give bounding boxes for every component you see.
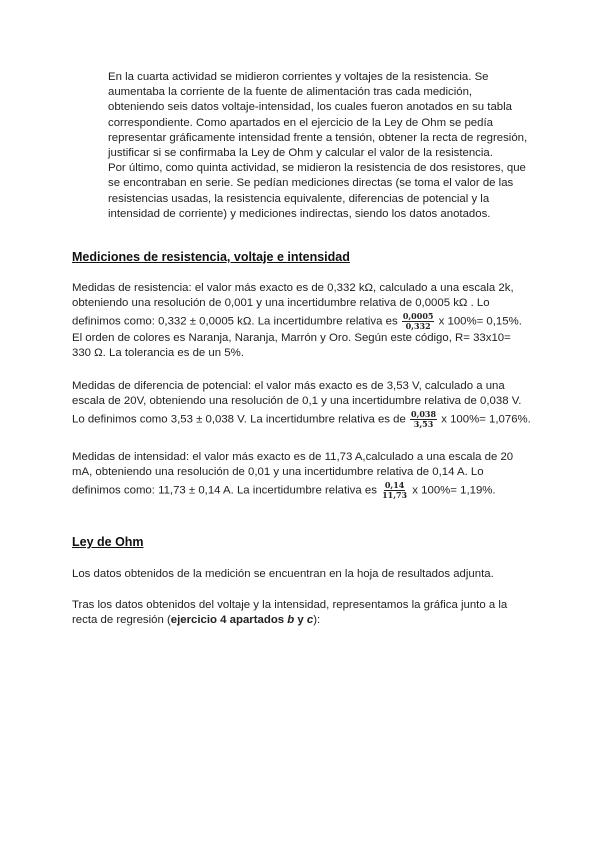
- resistance-text-b: x 100%= 0,15%. El orden de colores es Naranja, Naranja, Marrón y Oro. Según este código, R= 33x10= 330 Ω. La tolerancia es de un 5%.: [72, 315, 522, 360]
- intro-block: [108, 70, 528, 222]
- resistance-frac-den: 0,332: [405, 320, 431, 331]
- resistance-frac-num: 0,0005: [402, 310, 434, 321]
- current-frac-num: 0,14: [384, 479, 405, 490]
- ohm-p2-text-a: Tras los datos obtenidos del voltaje y la intensidad, representamos la gráfica junto a la recta de regresión (: [72, 599, 508, 627]
- resistance-paragraph: [72, 281, 532, 362]
- ohm-paragraph-2: [72, 598, 532, 629]
- current-text-b: x 100%= 1,19%.: [412, 484, 496, 497]
- voltage-paragraph: [72, 379, 532, 429]
- ohm-p2-b: b: [287, 614, 295, 627]
- section-title-measurements: Mediciones de resistencia, voltaje e intensidad: [72, 250, 350, 264]
- ohm-paragraph-1: Los datos obtenidos de la medición se encuentran en la hoja de resultados adjunta.: [72, 568, 494, 580]
- intro-paragraph-1: En la cuarta actividad se midieron corrientes y voltajes de la resistencia. Se aumentaba la corriente de la fuente de alimentación tras cada medición, obteniendo seis datos voltaje-intensidad, los cuales fueron anotados en su tabla correspondiente. Como apartados en el ejercicio de la Ley de Ohm se pedía representar gráficamente intensidad frente a tensión, obtener la recta de regresión, justificar si se confirmaba la Ley de Ohm y calcular el valor de la resistencia.: [108, 71, 528, 160]
- voltage-text-a: Medidas de diferencia de potencial: el valor más exacto es de 3,53 V, calculado a una escala de 20V, obteniendo una resolución de 0,1 y una incertidumbre relativa de 0,038 V. Lo definimos como 3,53 ± 0,038 V. La incertidumbre relativa es de: [72, 380, 522, 426]
- ohm-p2-bold-text: ejercicio 4 apartados: [170, 614, 288, 627]
- current-text-a: Medidas de intensidad: el valor más exacto es de 11,73 A,calculado a una escala de 20 mA, obteniendo una resolución de 0,01 y una incertidumbre relativa de 0,14 A. Lo definimos como: 11,73 ± 0,14 A. La incertidumbre relativa es: [72, 451, 514, 497]
- intro-paragraph-2: Por último, como quinta actividad, se midieron la resistencia de dos resistores, que se encontraban en serie. Se pedían mediciones directas (se toma el valor de las resistencias usadas, la resistencia equivalente, diferencias de potencial y la intensidad de corriente) y mediciones indirectas, siendo los datos anotados.: [108, 162, 526, 220]
- ohm-p2-end: ):: [313, 614, 321, 627]
- current-frac-den: 11,73: [382, 489, 408, 500]
- voltage-text-b: x 100%= 1,076%.: [441, 413, 531, 426]
- voltage-frac-num: 0,038: [411, 408, 437, 419]
- current-fraction: [381, 481, 408, 500]
- voltage-frac-den: 3,53: [413, 418, 434, 429]
- resistance-text-a: Medidas de resistencia: el valor más exacto es de 0,332 kΩ, calculado a una escala 2k, obteniendo una resolución de 0,001 y una incertidumbre relativa de 0,0005 kΩ . Lo definimos como: 0,332 ± 0,0005 kΩ. La incertidumbre relativa es: [72, 282, 514, 328]
- ohm-p2-bold: [171, 614, 313, 626]
- ohm-p2-c: c: [306, 614, 314, 627]
- current-paragraph: [72, 450, 532, 500]
- resistance-fraction: [402, 312, 435, 331]
- ohm-p2-y: y: [294, 614, 307, 627]
- voltage-fraction: [410, 410, 437, 429]
- section-title-ohm-law: Ley de Ohm: [72, 535, 144, 549]
